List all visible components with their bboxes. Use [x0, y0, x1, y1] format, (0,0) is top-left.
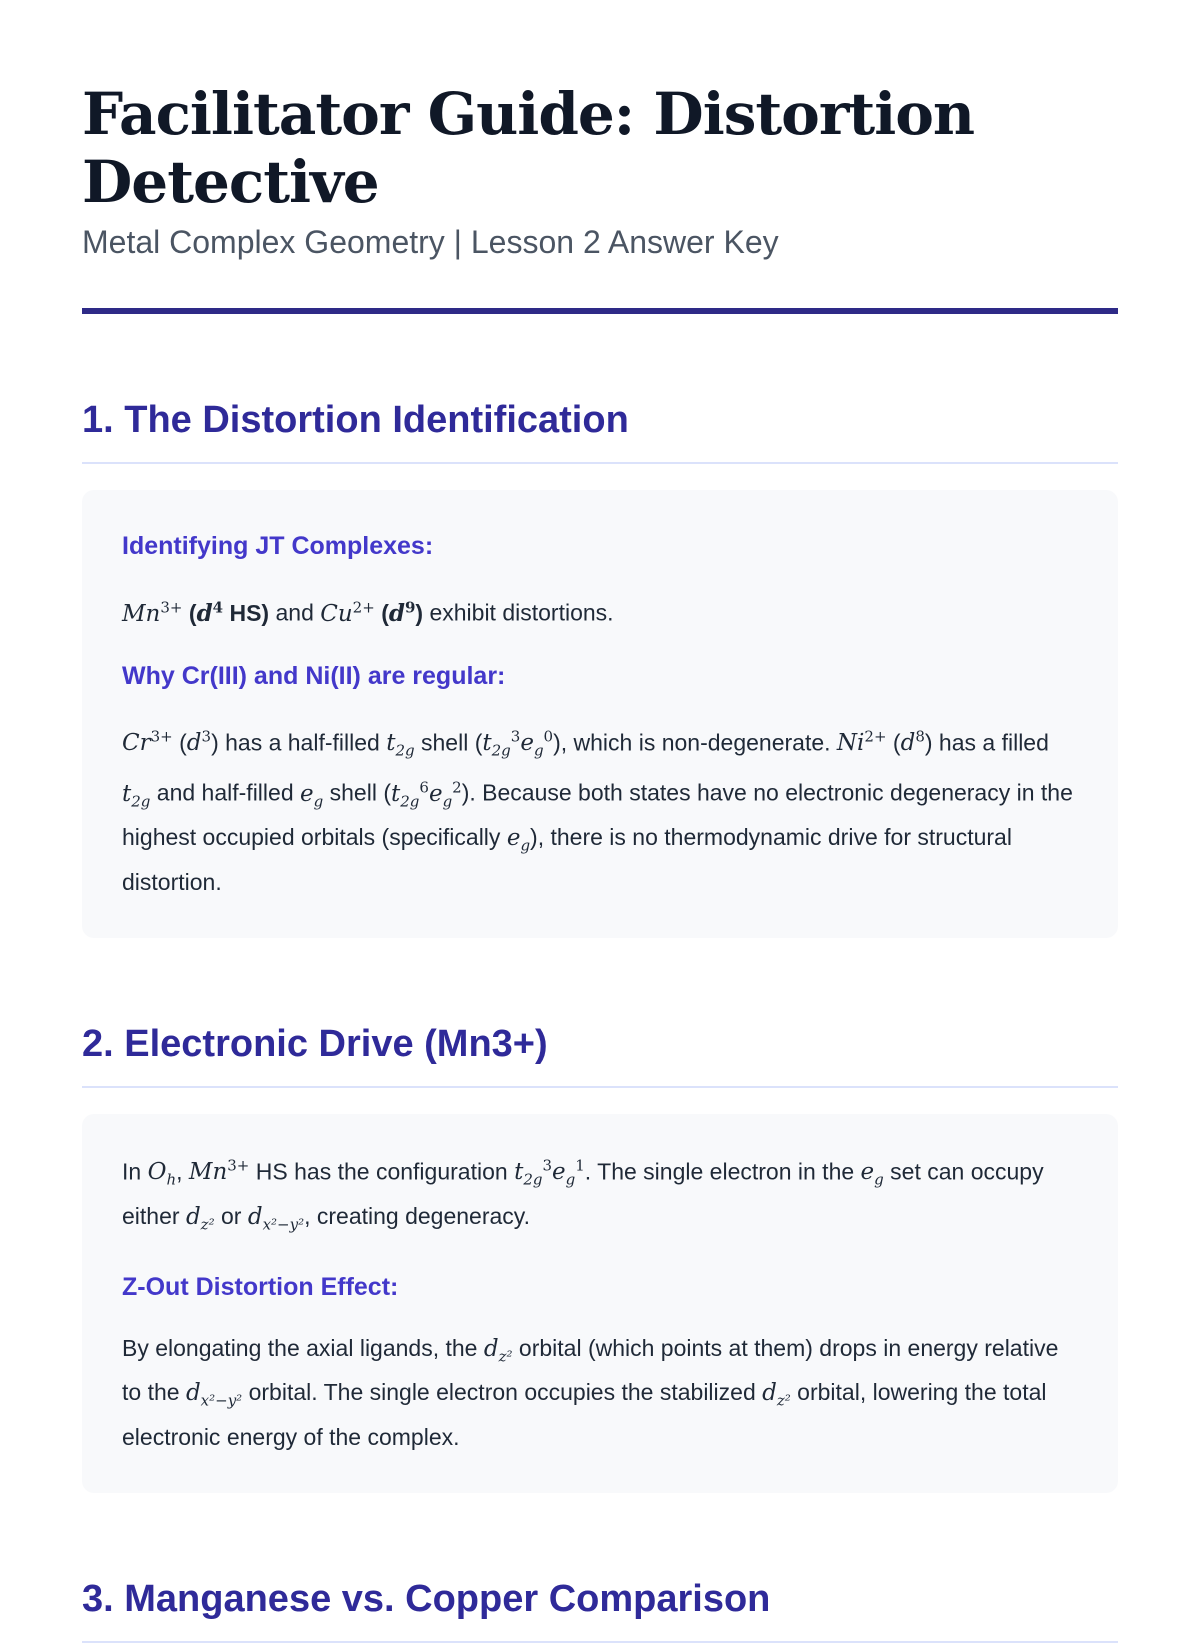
page-title: Facilitator Guide: Distortion Detective: [82, 80, 975, 216]
section-mn-cu-comparison: [82, 1575, 1118, 1643]
jt-complexes-paragraph: $Mn^{3+}$ ($d^4$ HS) and $Cu^{2+}$ $(d^9)$ exhibit distortions.: [122, 598, 614, 627]
section-electronic-drive: [82, 1020, 1118, 1493]
z-out-paragraph: By elongating the axial ligands, the $d_{z^2}$ orbital (which points at them) drops in energy relative to the $d_{x^2-y^2}$ orbital. The single electron occupies the stabilized $d_{z^2}$ orbital, lowering the total electronic energy of the complex.: [122, 1334, 1059, 1450]
section-heading: 3. Manganese vs. Copper Comparison: [82, 1575, 1118, 1643]
regular-ions-paragraph: $Cr^{3+}$ $(d^3)$ has a half-filled $t_{2g}$ shell $(t_{2g}^3e_g^0)$, which is non-degenerate. $Ni^{2+}$ $(d^8)$ has a filled $t_{2g}$ and half-filled $e_g$ shell $(t_{2g}^6e_g^2)$. Because both states have no electronic degeneracy in the highest occupied orbitals (specifically $e_g$), there is no thermodynamic drive for structural distortion.: [122, 727, 1073, 895]
configuration-paragraph: In $O_h$, $Mn^{3+}$ HS has the configuration $t_{2g}^3e_g^1$. The single electron in the $e_g$ set can occupy either $d_{z^2}$ or $d_{x^2-y^2}$, creating degeneracy.: [122, 1156, 1044, 1234]
section-heading: 1. The Distortion Identification: [82, 396, 1118, 464]
sub-heading-identifying-jt: Identifying JT Complexes:: [122, 532, 434, 560]
sub-heading-z-out: Z-Out Distortion Effect:: [122, 1272, 399, 1301]
page-subtitle: Metal Complex Geometry | Lesson 2 Answer Key: [82, 224, 779, 260]
section-distortion-identification: [82, 396, 1118, 938]
answer-card: [82, 1114, 1118, 1493]
section-heading: 2. Electronic Drive (Mn3+): [82, 1020, 1118, 1088]
sub-heading-regular-ions: Why Cr(III) and Ni(II) are regular:: [122, 661, 506, 690]
title-divider: [82, 308, 1118, 314]
answer-card: [82, 490, 1118, 938]
